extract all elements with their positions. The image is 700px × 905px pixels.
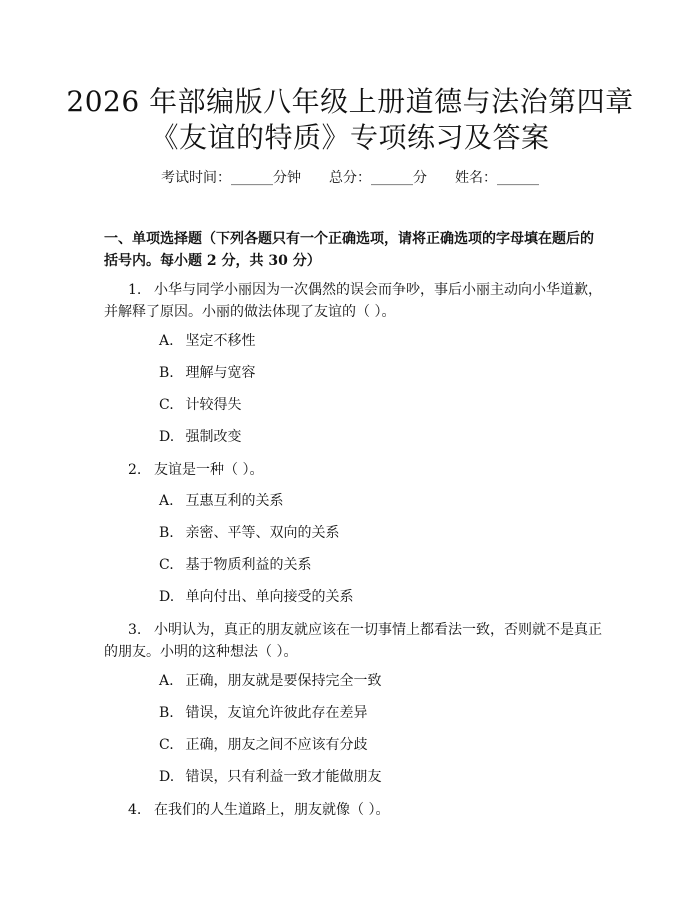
total-score-field: 总分：______分 <box>329 170 427 186</box>
option-letter: C. <box>159 737 174 753</box>
question-text: 小明认为，真正的朋友就应该在一切事情上都看法一致，否则就不是真正的朋友。小明的这种想法（ ）。 <box>104 622 602 660</box>
q2-option-c <box>159 555 311 575</box>
q3-option-a <box>159 671 381 691</box>
question-number: 2. <box>128 462 142 478</box>
q2-option-d <box>159 587 353 607</box>
option-letter: B. <box>159 705 174 721</box>
page-title-line-1: 2026 年部编版八年级上册道德与法治第四章 <box>66 85 634 118</box>
option-text: 强制改变 <box>185 429 242 445</box>
q1-option-c <box>159 395 241 415</box>
q1-option-d <box>159 427 241 447</box>
option-text: 单向付出、单向接受的关系 <box>185 589 354 605</box>
option-letter: A. <box>159 333 174 349</box>
exam-meta <box>0 168 700 188</box>
option-letter: C. <box>159 557 174 573</box>
question-number: 4. <box>128 802 142 818</box>
question-text: 小华与同学小丽因为一次偶然的误会而争吵，事后小丽主动向小华道歉，并解释了原因。小丽的做法体现了友谊的（ ）。 <box>104 282 602 320</box>
option-text: 基于物质利益的关系 <box>185 557 312 573</box>
question-3 <box>104 619 604 663</box>
option-letter: D. <box>159 429 175 445</box>
option-text: 亲密、平等、双向的关系 <box>185 525 340 541</box>
question-1 <box>104 279 604 323</box>
option-text: 互惠互利的关系 <box>185 493 284 509</box>
q3-option-b <box>159 703 367 723</box>
option-letter: D. <box>159 769 175 785</box>
option-text: 理解与宽容 <box>185 365 256 381</box>
q2-option-a <box>159 491 283 511</box>
q2-option-b <box>159 523 339 543</box>
question-number: 1. <box>128 282 142 298</box>
option-text: 正确，朋友就是要保持完全一致 <box>185 673 382 689</box>
section-heading: 一、单项选择题（下列各题只有一个正确选项，请将正确选项的字母填在题后的括号内。每小题 2 分，共 30 分） <box>104 231 594 269</box>
student-name-field: 姓名：______ <box>455 170 539 186</box>
option-letter: B. <box>159 365 174 381</box>
option-text: 正确，朋友之间不应该有分歧 <box>185 737 368 753</box>
question-2 <box>104 459 604 481</box>
question-number: 3. <box>128 622 142 638</box>
option-letter: D. <box>159 589 175 605</box>
option-letter: B. <box>159 525 174 541</box>
question-text: 在我们的人生道路上，朋友就像（ ）。 <box>154 802 390 818</box>
page-title-line-2: 《友谊的特质》专项练习及答案 <box>150 121 550 154</box>
q3-option-d <box>159 767 381 787</box>
q1-option-b <box>159 363 255 383</box>
option-letter: C. <box>159 397 174 413</box>
q1-option-a <box>159 331 255 351</box>
option-text: 错误，只有利益一致才能做朋友 <box>185 769 382 785</box>
option-letter: A. <box>159 673 174 689</box>
option-text: 计较得失 <box>185 397 242 413</box>
question-4 <box>104 799 604 821</box>
option-text: 坚定不移性 <box>185 333 256 349</box>
exam-time-field: 考试时间：______分钟 <box>161 170 301 186</box>
q3-option-c <box>159 735 367 755</box>
option-letter: A. <box>159 493 174 509</box>
option-text: 错误，友谊允许彼此存在差异 <box>185 705 368 721</box>
question-text: 友谊是一种（ ）。 <box>154 462 264 478</box>
